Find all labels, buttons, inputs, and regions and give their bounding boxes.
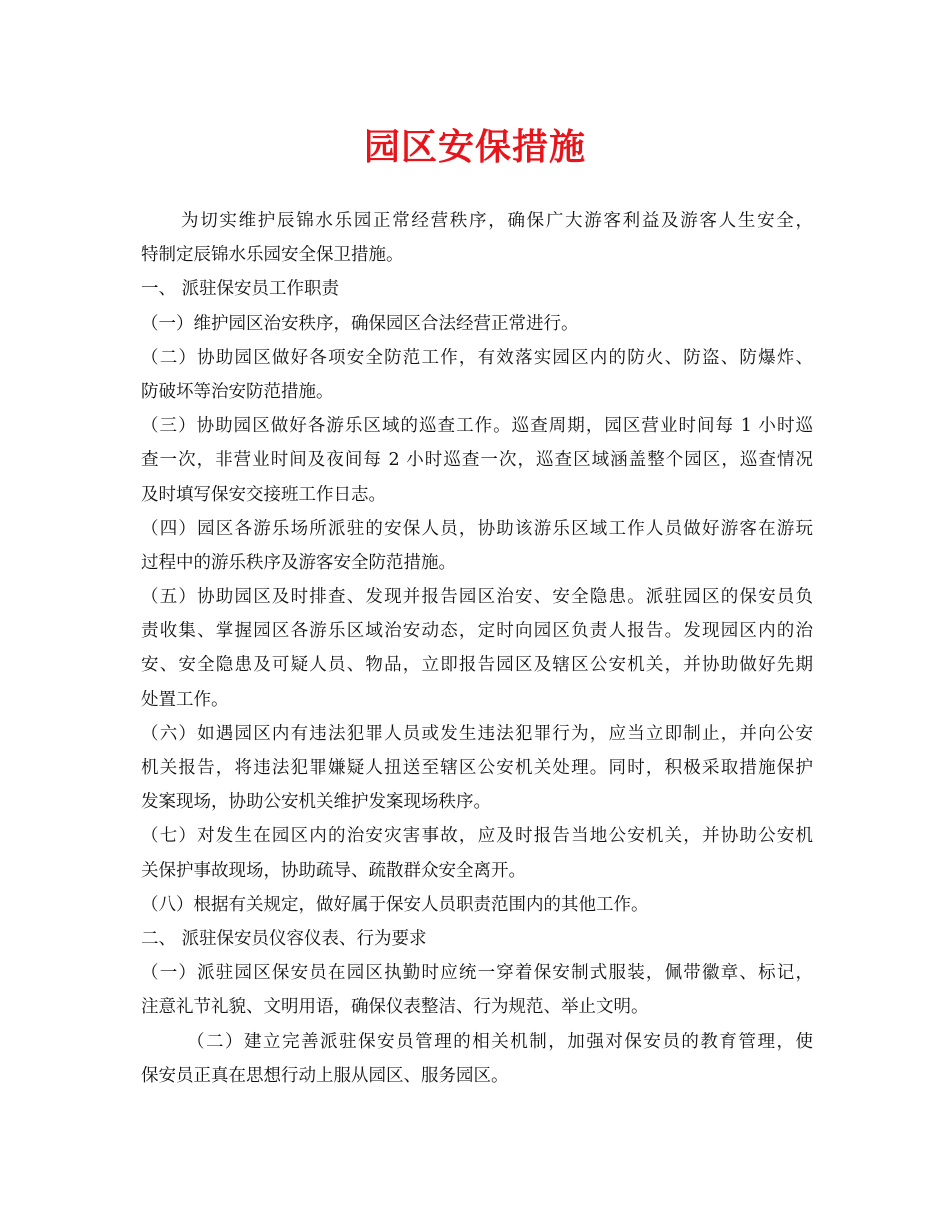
paragraph-line: 为切实维护辰锦水乐园正常经营秩序，确保广大游客利益及游客人生安全，: [181, 211, 813, 231]
paragraph-line: （五）协助园区及时排查、发现并报告园区治安、安全隐患。派驻园区的保安员负: [141, 587, 813, 608]
paragraph-line: 处置工作。: [141, 689, 229, 710]
paragraph-line: （二）协助园区做好各项安全防范工作，有效落实园区内的防火、防盗、防爆炸、: [141, 347, 813, 368]
paragraph-line: （八）根据有关规定，做好属于保安人员职责范围内的其他工作。: [141, 894, 649, 915]
paragraph-line: 特制定辰锦水乐园安全保卫措施。: [141, 245, 404, 266]
paragraph-line: 防破坏等治安防范措施。: [141, 381, 334, 402]
paragraph-line: （七）对发生在园区内的治安灾害事故，应及时报告当地公安机关，并协助公安机: [141, 826, 813, 847]
paragraph-line: 关保护事故现场，协助疏导、疏散群众安全离开。: [141, 860, 526, 881]
section-heading: 二、 派驻保安员仪容仪表、行为要求: [141, 928, 427, 949]
paragraph-line: （二）建立完善派驻保安员管理的相关机制，加强对保安员的教育管理，使: [187, 1031, 813, 1052]
paragraph-line: （四）园区各游乐场所派驻的安保人员，协助该游乐区域工作人员做好游客在游玩: [141, 518, 813, 539]
section-heading: 一、 派驻保安员工作职责: [141, 279, 340, 300]
paragraph-line: 保安员正真在思想行动上服从园区、服务园区。: [141, 1065, 509, 1086]
paragraph-line: 过程中的游乐秩序及游客安全防范措施。: [141, 552, 456, 573]
paragraph-line: （一）派驻园区保安员在园区执勤时应统一穿着保安制式服装，佩带徽章、标记，: [141, 963, 813, 984]
paragraph-line: 及时填写保安交接班工作日志。: [141, 484, 386, 505]
paragraph-line: 责收集、掌握园区各游乐区域治安动态，定时向园区负责人报告。发现园区内的治: [141, 621, 813, 642]
document-title: 园区安保措施: [363, 127, 586, 168]
paragraph-line: （一）维护园区治安秩序，确保园区合法经营正常进行。: [141, 313, 579, 334]
paragraph-line: （六）如遇园区内有违法犯罪人员或发生违法犯罪行为，应当立即制止，并向公安: [141, 723, 813, 744]
paragraph-line: 注意礼节礼貌、文明用语，确保仪表整洁、行为规范、举止文明。: [141, 997, 649, 1018]
paragraph-line: 发案现场，协助公安机关维护发案现场秩序。: [141, 792, 491, 813]
paragraph-line: 查一次，非营业时间及夜间每 2 小时巡查一次，巡查区域涵盖整个园区，巡查情况: [141, 450, 813, 471]
paragraph-line: （三）协助园区做好各游乐区域的巡查工作。巡查周期，园区营业时间每 1 小时巡: [141, 416, 813, 437]
document-body: [141, 204, 813, 1093]
paragraph-line: 机关报告，将违法犯罪嫌疑人扭送至辖区公安机关处理。同时，积极采取措施保护: [141, 758, 813, 778]
paragraph-line: 安、安全隐患及可疑人员、物品，立即报告园区及辖区公安机关，并协助做好先期: [141, 655, 813, 676]
